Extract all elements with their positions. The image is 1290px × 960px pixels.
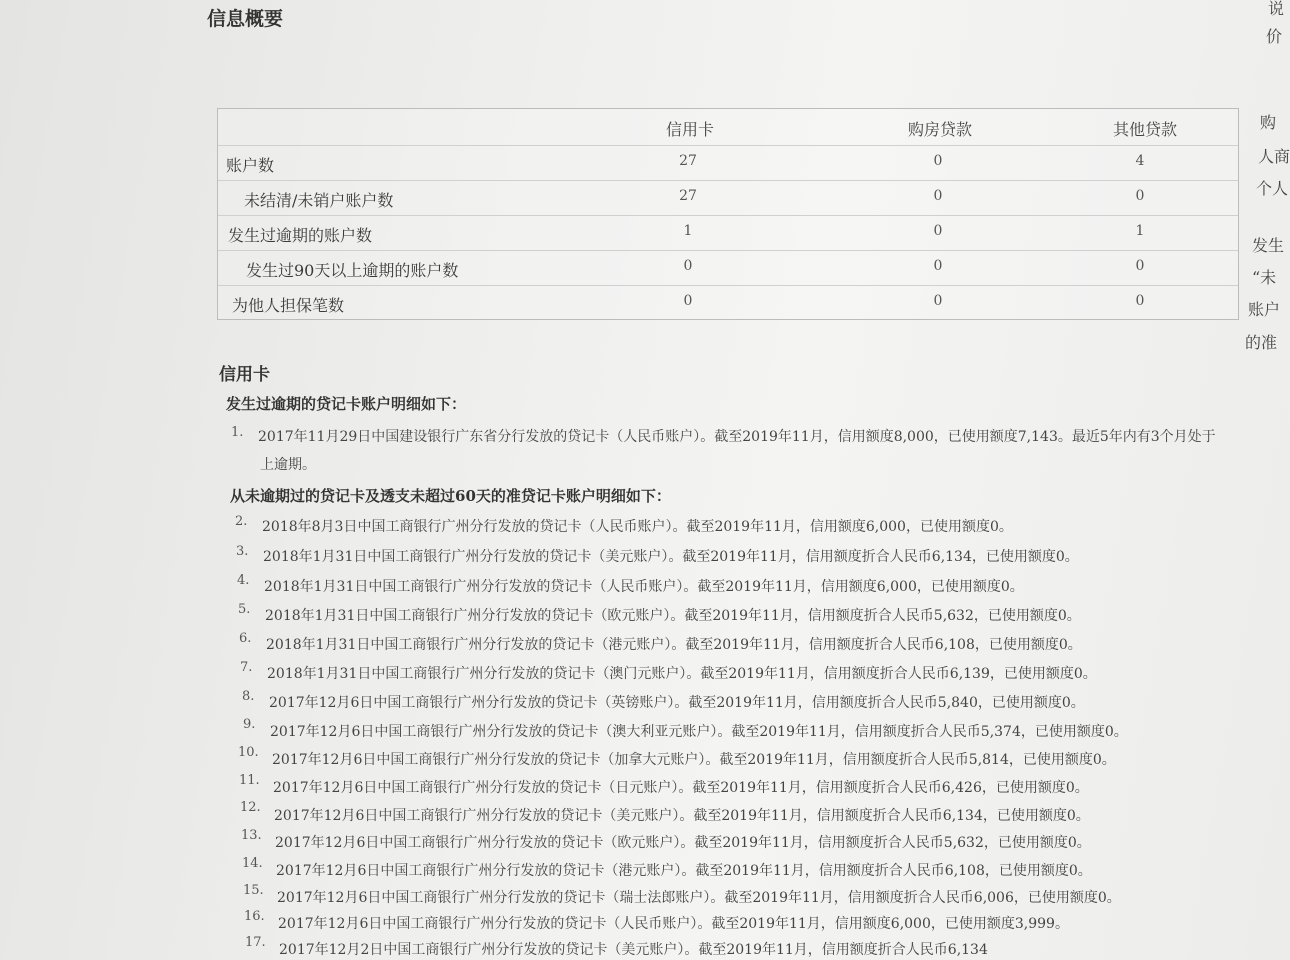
table-cell: 0 — [933, 188, 943, 204]
list-item-number: 6. — [239, 631, 252, 646]
right-fragment: 人商 — [1258, 147, 1290, 166]
row-label: 发生过90天以上逾期的账户数 — [246, 261, 459, 280]
right-fragment: 个人 — [1256, 179, 1289, 198]
table-row — [218, 145, 1238, 181]
overdue-subtitle: 发生过逾期的贷记卡账户明细如下： — [226, 395, 467, 413]
table-cell: 0 — [933, 258, 943, 274]
table-cell: 1 — [1135, 223, 1145, 239]
row-label: 未结清/未销户账户数 — [244, 191, 394, 210]
list-item-text: 2017年12月6日中国工商银行广州分行发放的贷记卡（欧元账户）。截至2019年11月，信用额度折合人民币5,632，已使用额度0。 — [275, 835, 1091, 851]
table-cell: 0 — [933, 293, 943, 309]
list-item-number: 4. — [237, 573, 250, 588]
table-cell: 0 — [683, 258, 693, 274]
list-item-text: 2017年11月29日中国建设银行广东省分行发放的贷记卡（人民币账户）。截至2019年11月，信用额度8,000，已使用额度7,143。最近5年内有3个月处于 — [258, 429, 1216, 445]
list-item-number: 15. — [243, 883, 264, 898]
right-fragment: 账户 — [1248, 300, 1281, 319]
table-cell: 0 — [1135, 293, 1145, 309]
table-row — [218, 180, 1238, 216]
list-item-number: 17. — [245, 935, 266, 950]
right-fragment: 的准 — [1245, 333, 1278, 352]
list-item-number: 12. — [240, 800, 261, 815]
table-cell: 1 — [683, 223, 693, 239]
list-item-text: 2018年1月31日中国工商银行广州分行发放的贷记卡（人民币账户）。截至2019年11月，信用额度6,000，已使用额度0。 — [264, 579, 1024, 595]
table-cell: 0 — [1135, 258, 1145, 274]
list-item-number: 10. — [238, 745, 259, 760]
list-item-text: 2017年12月6日中国工商银行广州分行发放的贷记卡（日元账户）。截至2019年11月，信用额度折合人民币6,426，已使用额度0。 — [273, 780, 1089, 796]
table-cell: 27 — [679, 188, 697, 204]
table-row — [218, 215, 1238, 251]
table-cell: 27 — [679, 153, 697, 169]
column-header-other-loans: 其他贷款 — [1113, 120, 1178, 139]
list-item-text: 2018年1月31日中国工商银行广州分行发放的贷记卡（欧元账户）。截至2019年11月，信用额度折合人民币5,632，已使用额度0。 — [265, 608, 1081, 624]
right-fragment: 购 — [1260, 113, 1277, 132]
column-header-credit-card: 信用卡 — [666, 120, 715, 139]
list-item-text: 2018年1月31日中国工商银行广州分行发放的贷记卡（美元账户）。截至2019年11月，信用额度折合人民币6,134，已使用额度0。 — [263, 549, 1079, 565]
section-title-credit-card: 信用卡 — [219, 365, 270, 385]
list-item-text: 2017年12月6日中国工商银行广州分行发放的贷记卡（英镑账户）。截至2019年11月，信用额度折合人民币5,840，已使用额度0。 — [269, 695, 1085, 711]
list-item-text: 2018年1月31日中国工商银行广州分行发放的贷记卡（澳门元账户）。截至2019年11月，信用额度折合人民币6,139，已使用额度0。 — [267, 666, 1097, 682]
list-item-number: 2. — [235, 514, 248, 529]
list-item-text: 2017年12月6日中国工商银行广州分行发放的贷记卡（加拿大元账户）。截至2019年11月，信用额度折合人民币5,814，已使用额度0。 — [272, 752, 1116, 768]
list-item-text: 2018年8月3日中国工商银行广州分行发放的贷记卡（人民币账户）。截至2019年11月，信用额度6,000，已使用额度0。 — [262, 519, 1013, 535]
table-cell: 4 — [1135, 153, 1145, 169]
table-row — [218, 285, 1238, 321]
list-item-text: 2017年12月6日中国工商银行广州分行发放的贷记卡（港元账户）。截至2019年11月，信用额度折合人民币6,108，已使用额度0。 — [276, 863, 1092, 879]
column-header-mortgage: 购房贷款 — [908, 120, 973, 139]
list-item-number: 3. — [236, 544, 249, 559]
summary-table — [217, 108, 1239, 320]
list-item-number: 9. — [243, 717, 256, 732]
list-item-text-continued: 上逾期。 — [260, 457, 316, 473]
table-cell: 0 — [933, 153, 943, 169]
list-item-number: 13. — [241, 828, 262, 843]
list-item-number: 7. — [240, 660, 253, 675]
row-label: 账户数 — [226, 156, 275, 175]
list-item-text: 2017年12月2日中国工商银行广州分行发放的贷记卡（美元账户）。截至2019年11月，信用额度折合人民币6,134 — [279, 942, 988, 958]
page-title: 信息概要 — [207, 8, 284, 30]
list-item-number: 1. — [231, 425, 244, 440]
list-item-text: 2017年12月6日中国工商银行广州分行发放的贷记卡（澳大利亚元账户）。截至2019年11月，信用额度折合人民币5,374，已使用额度0。 — [270, 724, 1128, 740]
table-cell: 0 — [1135, 188, 1145, 204]
list-item-text: 2018年1月31日中国工商银行广州分行发放的贷记卡（港元账户）。截至2019年11月，信用额度折合人民币6,108，已使用额度0。 — [266, 637, 1082, 653]
list-item-number: 11. — [239, 773, 260, 788]
list-item-number: 16. — [244, 909, 265, 924]
right-fragment: “未 — [1252, 268, 1277, 287]
right-fragment: 价 — [1266, 27, 1283, 46]
normal-subtitle: 从未逾期过的贷记卡及透支未超过60天的准贷记卡账户明细如下： — [230, 487, 671, 505]
list-item-text: 2017年12月6日中国工商银行广州分行发放的贷记卡（瑞士法郎账户）。截至2019年11月，信用额度折合人民币6,006，已使用额度0。 — [277, 890, 1121, 906]
right-fragment: 说 — [1268, 0, 1285, 18]
list-item-text: 2017年12月6日中国工商银行广州分行发放的贷记卡（人民币账户）。截至2019年11月，信用额度6,000，已使用额度3,999。 — [278, 916, 1069, 932]
table-row — [218, 250, 1238, 286]
table-cell: 0 — [683, 293, 693, 309]
list-item-number: 8. — [242, 689, 255, 704]
list-item-number: 14. — [242, 856, 263, 871]
list-item-text: 2017年12月6日中国工商银行广州分行发放的贷记卡（美元账户）。截至2019年11月，信用额度折合人民币6,134，已使用额度0。 — [274, 808, 1090, 824]
right-fragment: 发生 — [1252, 236, 1285, 255]
row-label: 为他人担保笔数 — [232, 296, 345, 315]
table-cell: 0 — [933, 223, 943, 239]
row-label: 发生过逾期的账户数 — [228, 226, 373, 245]
list-item-number: 5. — [238, 602, 251, 617]
